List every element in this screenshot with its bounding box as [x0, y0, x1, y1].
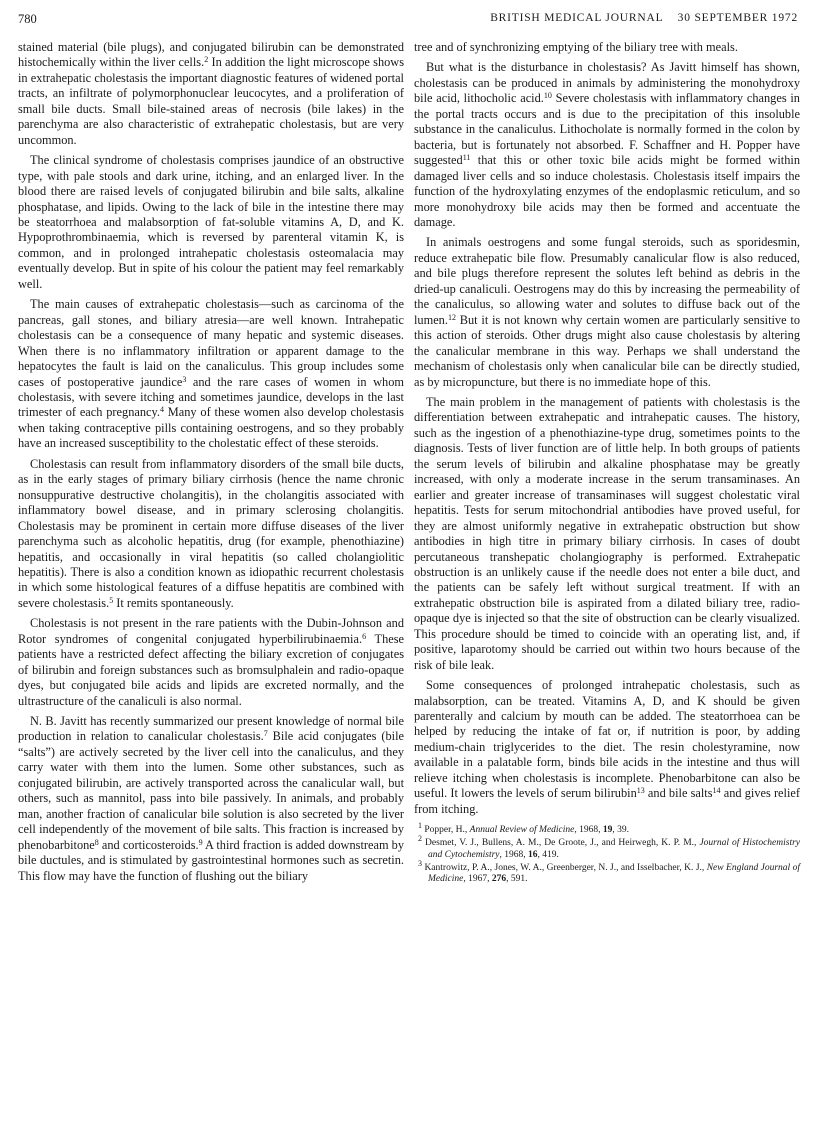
paragraph: In animals oestrogens and some fungal steroids, such as sporidesmin, reduce extrahepatic bile flow. Presumably canalicular flow is also reduced, and bile plugs therefore represent the solutes left behind as debris in the dried-up canaliculi. Oestrogens may do this by increasing the permeability of the canaliculus, so allowing water and solutes to diffuse back out of the lumen.$^{12}$ But it is not known why certain women are particularly sensitive to this action of steroids. Other drugs might also cause cholestasis by altering the canalicular membrane in this way. Perhaps we shall understand the mechanism of cholestasis only when canalicular bile can be directly studied, as by micropuncture, but there is no immediate hope of this.	[414, 235, 800, 389]
paragraph: The main problem in the management of patients with cholestasis is the differentiation between extrahepatic and intrahepatic causes. The history, such as the ingestion of a phenothiazine-type drug, sometimes points to the diagnosis. Tests of liver function are of little help. In both groups of patients the serum levels of bilirubin and alkaline phosphatase may be greatly increased, with only a moderate increase in the serum transaminases. An earlier and greater increase of transaminases will suggest cholestatic viral hepatitis. Tests for serum mitochondrial antibodies have proved useful, for they are almost uniformly negative in extrahepatic obstruction but show antibodies in high titre in primary biliary cirrhosis. In cases of doubt percutaneous transhepatic cholangiography is performed. Extrahepatic obstruction is an unlikely cause if the needle does not enter a bile duct, and the patients can be safely left without surgical treatment. If with an extrahepatic obstruction bile is aspirated from a dilated biliary tree, radio-opaque dye is injected so that the site of obstruction can be clearly visualized. This procedure should be timed to coincide with an operating list, and, if positive, laparotomy should be carried out within two hours because of the risk of bile leak.	[414, 394, 800, 672]
paragraph: The clinical syndrome of cholestasis comprises jaundice of an obstructive type, with pale stools and dark urine, itching, and an enlarged liver. In the blood there are raised levels of conjugated bilirubin and bile salts, alkaline phosphatase, and lipids. Owing to the lack of bile in the intestine there may be steatorrhoea and malabsorption of fat-soluble vitamins A, D, and K. Hypoprothrombinaemia, which is reversed by parenteral vitamin K, is common, and in prolonged intrahepatic cholestasis osteomalacia may eventually develop. But in spite of his colour the patient may feel remarkably well.	[18, 153, 404, 291]
paragraph: Some consequences of prolonged intrahepatic cholestasis, such as malabsorption, can be treated. Vitamins A, D, and K should be given parenterally and calcium by mouth can be added. The steatorrhoea can be helped by reducing the intake of fat or, if nutrition is poor, by adding medium-chain triglycerides to the diet. The resin cholestyramine, now available in a palatable form, binds bile acids in the intestine and thus will relieve itching when cholestasis is incomplete. Phenobarbitone can also be useful. It lowers the levels of serum bilirubin$^{13}$ and bile salts$^{14}$ and gives relief from itching.	[414, 678, 800, 816]
left-column	[18, 40, 404, 889]
paragraph: The main causes of extrahepatic cholestasis—such as carcinoma of the pancreas, gall stones, and biliary atresia—are well known. Intrahepatic cholestasis can be a consequence of many hepatic and systemic diseases. When there is no inflammatory infiltration or apparent damage to the hepatocytes the fault is laid on the canaliculus. This group includes some cases of postoperative jaundice$^3$ and the rare cases of women in whom cholestasis, with severe itching and sometimes jaundice, develops in the last trimester of each pregnancy.$^4$ Many of these women also develop cholestasis when taking contraceptive pills containing oestrogens, and so they probably have an increased susceptibility to the cholestatic effect of these steroids.	[18, 297, 404, 451]
paragraph: Cholestasis is not present in the rare patients with the Dubin-Johnson and Rotor syndromes of congenital conjugated hyperbilirubinaemia.$^6$ These patients have a restricted defect affecting the biliary excretion of conjugates of bilirubin and foreign substances such as bromsulphalein and radio-opaque dyes, but conjugated bile acids and lipids are excreted normally, and the ultrastructure of the canaliculi is also normal.	[18, 616, 404, 708]
paragraph: But what is the disturbance in cholestasis? As Javitt himself has shown, cholestasis can be produced in animals by administering the monohydroxy bile acid, lithocholic acid.$^{10}$ Severe cholestasis with inflammatory changes in the portal tracts occurs and is due to the precipitation of this insoluble substance in the canaliculus. Lithocholate is normally formed in the colon by bacteria, but is fortunately not absorbed. F. Schaffner and H. Popper have suggested$^{11}$ that this or other toxic bile acids might be formed within damaged liver cells and so induce cholestasis. Cholestasis itself impairs the function of the hydroxylating enzymes of the endoplasmic reticulum, and so more monohydroxy bile acids may then be formed and accentuate the damage.	[414, 60, 800, 229]
page-number: 780	[18, 12, 37, 26]
paragraph: stained material (bile plugs), and conjugated bilirubin can be demonstrated histochemically within the liver cells.$^2$ In addition the light microscope shows in extrahepatic cholestasis the important diagnostic features of widened portal tracts, an infiltrate of polymorphonuclear leucocytes, and a proliferation of small bile ducts. Small bile-stained areas of necrosis (bile lakes) in the parenchyma are also characteristic of extrahepatic cholestasis, but are very uncommon.	[18, 40, 405, 147]
paragraph: Cholestasis can result from inflammatory disorders of the small bile ducts, as in the early stages of primary biliary cirrhosis (hence the name chronic nonsuppurative destructive cholangitis), in the cholangitis associated with inflammatory bowel disease, and in primary sclerosing cholangitis. Cholestasis may be prominent in certain more diffuse diseases of the liver parenchyma such as alcoholic hepatitis, drug (for example, phenothiazine) hepatitis, and occasionally in viral hepatitis (so called cholangiolitic hepatitis). There is also a condition known as idiopathic recurrent cholestasis in which some histological features of a diffuse hepatitis are combined with severe cholestasis.$^5$ It remits spontaneously.	[18, 456, 404, 610]
paragraph: N. B. Javitt has recently summarized our present knowledge of normal bile production in relation to canalicular cholestasis.$^7$ Bile acid conjugates (bile “salts”) are actively secreted by the liver cell into the canaliculus, and they carry water with them into the lumen. Some other substances, such as conjugated bilirubin, are actively transported across the canalicular wall, but others, such as mannitol, pass into bile passively. In animals, and probably man, another fraction of canalicular bile solution is also secreted by the liver cell independently of the movement of bile salts. This fraction is increased by phenobarbitone$^8$ and corticosteroids.$^9$ A third fraction is added downstream by bile ductules, and is stimulated by gastrointestinal hormones such as secretin. This flow may have the function of flushing out the biliary	[18, 714, 404, 883]
reference-item: $^1$ Popper, H., Annual Review of Medicine, 1968, 19, 39.	[418, 821, 630, 836]
reference-item: $^2$ Desmet, V. J., Bullens, A. M., De Groote, J., and Heirwegh, K. P. M., Journal of Histochemistry and Cytochemistry, 1968, 16, 419.	[418, 834, 801, 860]
right-column	[414, 40, 800, 887]
paragraph: tree and of synchronizing emptying of the biliary tree with meals.	[414, 40, 738, 54]
running-head: BRITISH MEDICAL JOURNAL 30 SEPTEMBER 1972	[490, 12, 798, 24]
reference-item: $^3$ Kantrowitz, P. A., Jones, W. A., Greenberger, N. J., and Isselbacher, K. J., New England Journal of Medicine, 1967, 276, 591.	[418, 858, 800, 885]
references-list	[414, 821, 801, 885]
